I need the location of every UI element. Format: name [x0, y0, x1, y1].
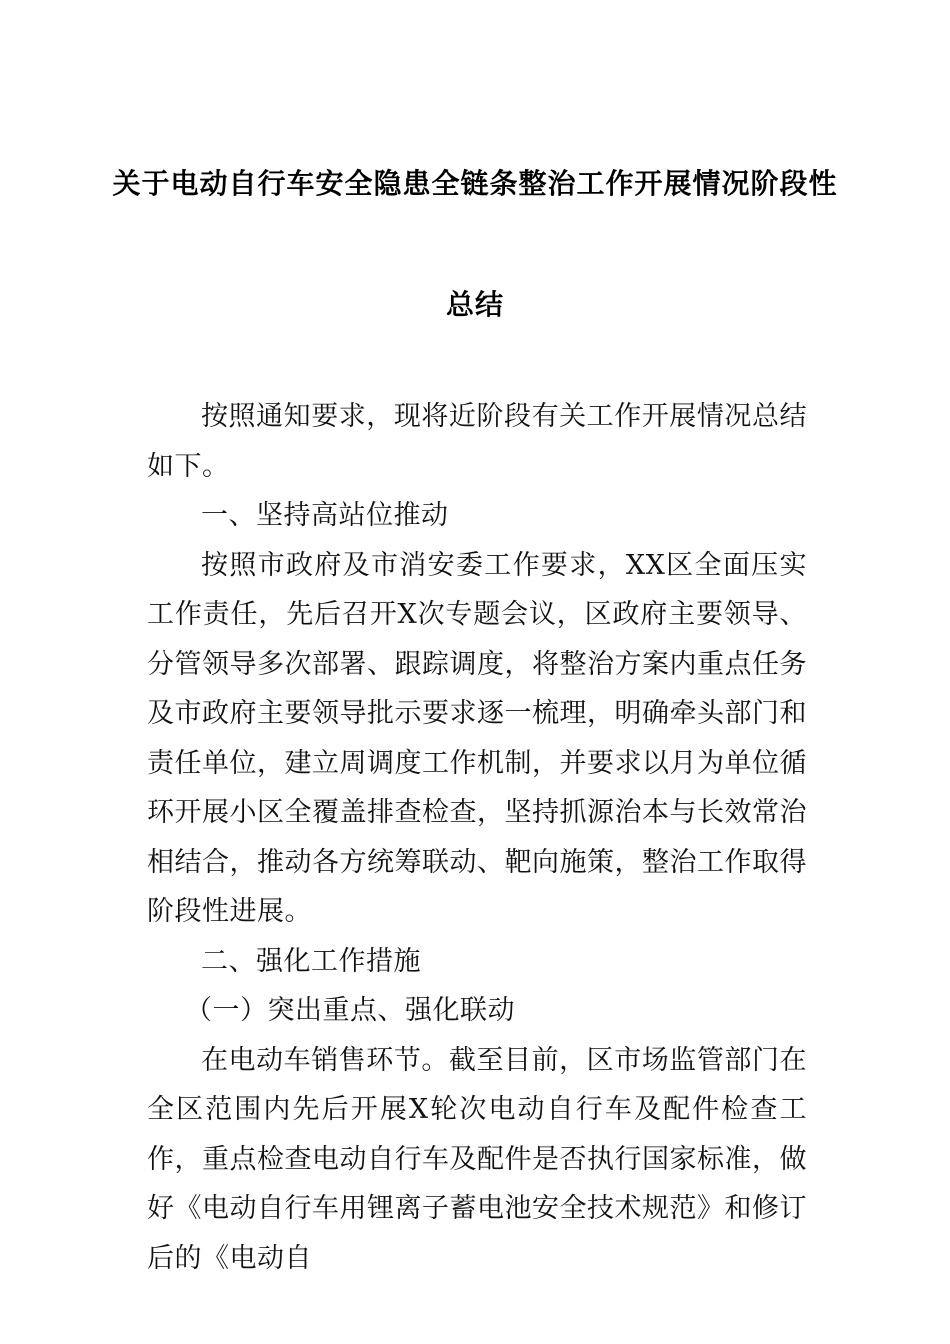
- section-2-subheading-1: （一）突出重点、强化联动: [185, 995, 515, 1026]
- document-title-line-1: 关于电动自行车安全隐患全链条整治工作开展情况阶段性: [112, 167, 838, 200]
- section-1-heading: 一、坚持高站位推动: [201, 500, 449, 531]
- document-body: [147, 392, 807, 1283]
- document-title-line-2: 总结: [445, 288, 504, 321]
- section-2-heading: 二、强化工作措施: [201, 945, 421, 977]
- section-1-paragraph: 按照市政府及市消安委工作要求，XX区全面压实工作责任，先后召开X次专题会议，区政府主要领导、分管领导多次部署、跟踪调度，将整治方案内重点任务及市政府主要领导批示要求逐一梳理，明确牵头部门和责任单位，建立周调度工作机制，并要求以月为单位循环开展小区全覆盖排查检查，坚持抓源治本与长效常治相结合，推动各方统筹联动、靶向施策，整治工作取得阶段性进展。: [147, 549, 807, 927]
- section-2-sub-1-paragraph: 在电动车销售环节。截至目前，区市场监管部门在全区范围内先后开展X轮次电动自行车及配件检查工作，重点检查电动自行车及配件是否执行国家标准，做好《电动自行车用锂离子蓄电池安全技术规范》和修订后的《电动自: [147, 1044, 807, 1274]
- intro-paragraph: 按照通知要求，现将近阶段有关工作开展情况总结如下。: [147, 401, 807, 482]
